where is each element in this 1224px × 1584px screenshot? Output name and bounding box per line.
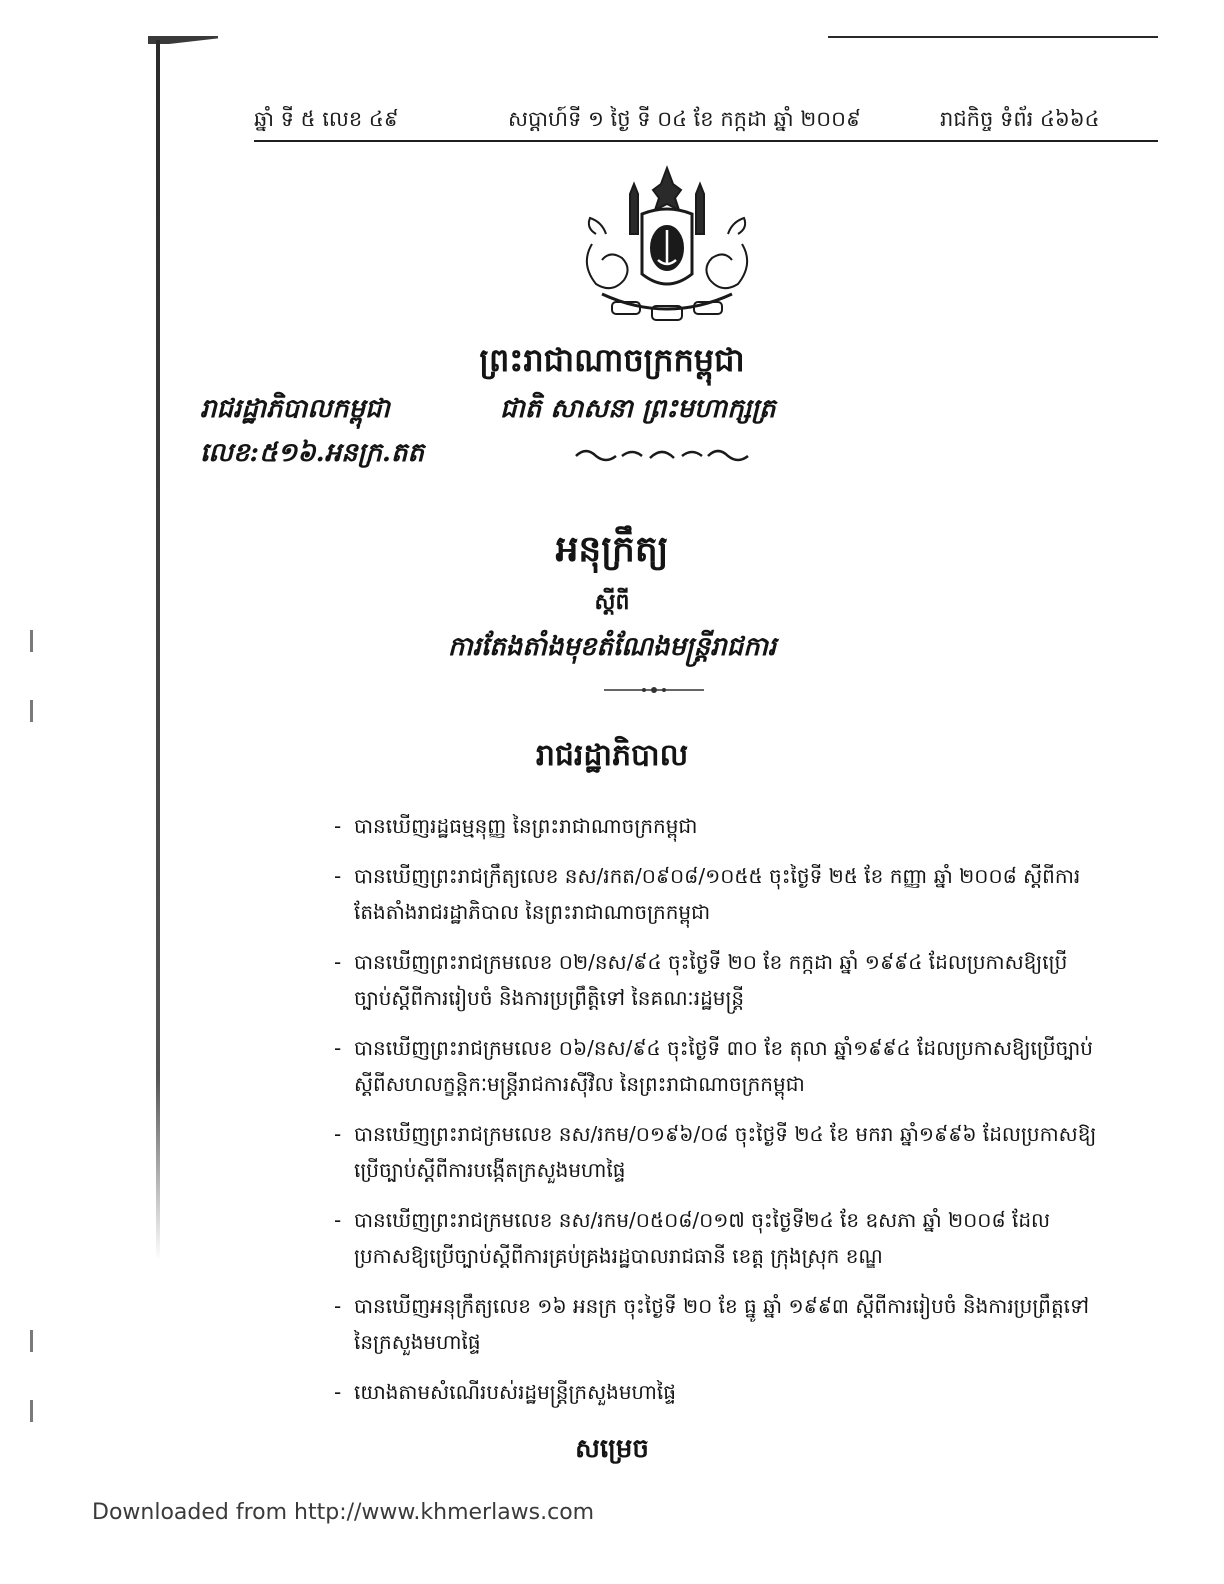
decision-heading: សម្រេច xyxy=(575,1434,649,1464)
list-item: - យោងតាមសំណើរបស់រដ្ឋមន្ត្រីក្រសួងមហាផ្ទៃ xyxy=(330,1374,1100,1410)
government-heading: រាជរដ្ឋាភិបាល xyxy=(535,738,689,773)
gazette-page: រាជកិច្ច ទំព័រ ៤៦៦៤ xyxy=(940,107,1100,131)
gazette-date: សប្តាហ៍ទី ១ ថ្ងៃ ទី ០៤ ខែ កក្កដា ឆ្នាំ ២០០៩ xyxy=(508,107,861,131)
list-item: - បានឃើញព្រះរាជក្រមលេខ ០២/នស/៩៤ ចុះថ្ងៃទី ២០ ខែ កក្កដា ឆ្នាំ ១៩៩៤ ដែលប្រកាសឱ្យប្រើច្បាប់ស្តីពីការរៀបចំ និងការប្រព្រឹត្តិទៅ នៃគណៈរដ្ឋមន្ត្រី xyxy=(330,944,1100,1016)
list-item: - បានឃើញព្រះរាជក្រមលេខ នស/រកម/០១៩៦/០៨ ចុះថ្ងៃទី ២៤ ខែ មករា ឆ្នាំ១៩៩៦ ដែលប្រកាសឱ្យប្រើច្បាប់ស្តីពីការបង្កើតក្រសួងមហាផ្ទៃ xyxy=(330,1116,1100,1188)
list-item: - បានឃើញអនុក្រឹត្យលេខ ១៦ អនក្រ ចុះថ្ងៃទី ២០ ខែ ធ្នូ ឆ្នាំ ១៩៩៣ ស្តីពីការរៀបចំ និងការប្រព្រឹត្តទៅ នៃក្រសួងមហាផ្ទៃ xyxy=(330,1288,1100,1360)
list-item: - បានឃើញព្រះរាជក្រមលេខ នស/រកម/០៥០៨/០១៧ ចុះថ្ងៃទី២៤ ខែ ឧសភា ឆ្នាំ ២០០៨ ដែលប្រកាសឱ្យប្រើច្បាប់ស្តីពីការគ្រប់គ្រងរដ្ឋបាលរាជធានី ខេត្ត ក្រុងស្រុក ខណ្ឌ xyxy=(330,1202,1100,1274)
ornamental-divider-icon xyxy=(604,684,704,696)
gazette-issue: ឆ្នាំ ទី ៥ លេខ ៤៩ xyxy=(254,107,399,131)
national-motto: ជាតិ សាសនា ព្រះមហាក្សត្រ xyxy=(500,394,776,424)
scan-edge-mark xyxy=(30,1400,33,1422)
list-item: - បានឃើញព្រះរាជក្រឹត្យលេខ នស/រកត/០៩០៨/១០៥៥ ចុះថ្ងៃទី ២៥ ខែ កញ្ញា ឆ្នាំ ២០០៨ ស្តីពីការតែងតាំងរាជរដ្ឋាភិបាល នៃព្រះរាជាណាចក្រកម្ពុជា xyxy=(330,858,1100,930)
download-source-footer: Downloaded from http://www.khmerlaws.com xyxy=(92,1500,595,1525)
reference-number: លេខ:៥១៦.អនក្រ.តត xyxy=(200,438,424,468)
list-item: - បានឃើញព្រះរាជក្រមលេខ ០៦/នស/៩៤ ចុះថ្ងៃទី ៣០ ខែ តុលា ឆ្នាំ១៩៩៤ ដែលប្រកាសឱ្យប្រើច្បាប់ស្តីពីសហលក្ខន្តិកៈមន្ត្រីរាជការស៊ីវិល នៃព្រះរាជាណាចក្រកម្ពុជា xyxy=(330,1030,1100,1102)
scan-edge-mark xyxy=(30,1330,33,1352)
kingdom-title: ព្រះរាជាណាចក្រកម្ពុជា xyxy=(479,341,745,379)
about-label: ស្តីពី xyxy=(594,589,630,615)
document-type: អនុក្រឹត្យ xyxy=(555,528,669,570)
header-rule xyxy=(254,140,1158,142)
issuing-authority: រាជរដ្ឋាភិបាលកម្ពុជា xyxy=(200,394,390,424)
ornamental-divider-icon xyxy=(572,444,752,466)
royal-coat-of-arms-icon xyxy=(572,164,762,330)
list-item: - បានឃើញរដ្ឋធម្មនុញ្ញ នៃព្រះរាជាណាចក្រកម្ពុជា xyxy=(330,808,1100,844)
scan-border-top xyxy=(828,36,1158,38)
legal-basis-list xyxy=(330,808,1100,1424)
scan-edge-mark xyxy=(30,700,33,722)
document-subject: ការតែងតាំងមុខតំណែងមន្ត្រីរាជការ xyxy=(447,632,777,662)
